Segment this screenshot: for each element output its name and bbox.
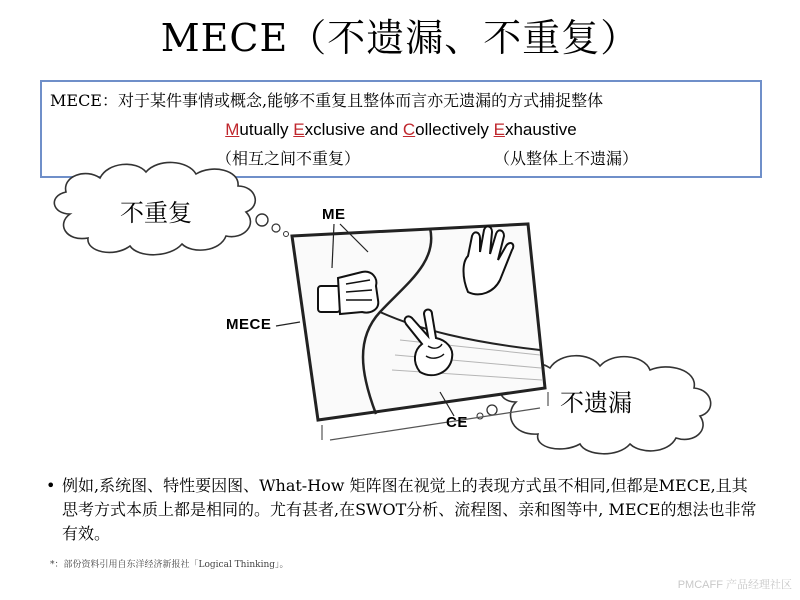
label-ce: CE (446, 414, 468, 431)
initial-e: E (293, 120, 305, 139)
label-mece: MECE (226, 316, 272, 333)
initial-c: C (402, 120, 416, 139)
example-text: 例如,系统图、特性要因图、What-How 矩阵图在视觉上的表现方式虽不相同,但都是MECE,且其思考方式本质上都是相同的。尤有甚者,在SWOT分析、流程图、亲和图等中, MECE的想法也非常有效。 (62, 476, 757, 543)
word-rest: ollectively (415, 120, 494, 139)
word-rest: xhaustive (504, 120, 577, 139)
bullet-dot: • (46, 476, 56, 495)
initial-e2: E (493, 120, 505, 139)
collectively-exhaustive-note: （从整体上不遗漏） (494, 149, 639, 168)
definition-text: MECE：对于某件事情或概念,能够不重复且整体而言亦无遗漏的方式捕捉整体 (50, 91, 604, 110)
word-rest: xclusive and (304, 120, 403, 139)
cloud-left-text: 不重复 (120, 199, 192, 227)
label-me: ME (322, 206, 346, 223)
watermark: PMCAFF 产品经理社区 (677, 579, 792, 591)
source-footnote: *：部份资料引用自东洋经济新报社「Logical Thinking」。 (50, 560, 289, 570)
initial-m: M (225, 120, 240, 139)
mutually-exclusive-note: （相互之间不重复） (216, 149, 361, 168)
page-title: MECE（不遗漏、不重复） (160, 16, 640, 60)
cloud-right-text: 不遗漏 (560, 389, 632, 417)
word-rest: utually (239, 120, 294, 139)
example-paragraph (46, 474, 762, 546)
